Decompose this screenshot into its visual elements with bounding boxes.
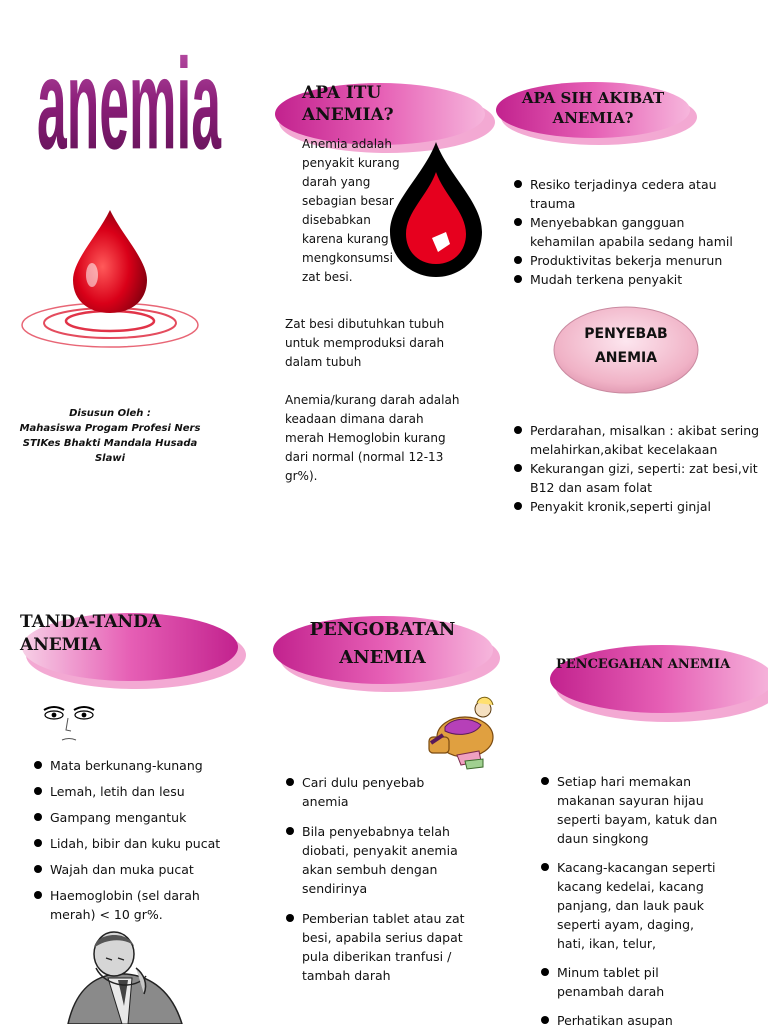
- brochure-title: [34, 28, 224, 163]
- list-item: Bila penyebabnya telah diobati, penyakit anemia akan sembuh dengan sendirinya: [285, 822, 465, 898]
- list-item: Kacang-kacangan seperti kacang kedelai, kacang panjang, dan lauk pauk seperti ayam, daging, hati, ikan, telur,: [540, 858, 725, 953]
- author-line: Mahasiswa Progam Profesi Ners: [19, 423, 201, 434]
- list-item: Wajah dan muka pucat: [33, 860, 233, 879]
- list-item: Produktivitas bekerja menurun: [513, 251, 753, 270]
- author-line: STIKes Bhakti Mandala Husada: [22, 438, 198, 449]
- blood-drop-icon: [386, 140, 486, 280]
- pencegahan-heading: PENCEGAHAN ANEMIA: [556, 657, 731, 672]
- list-item: Menyebabkan gangguan kehamilan apabila sedang hamil: [513, 213, 753, 251]
- tanda-list: [33, 756, 233, 924]
- penyebab-heading: PENYEBAB: [584, 326, 668, 342]
- face-icon: [40, 700, 100, 750]
- list-item: Setiap hari memakan makanan sayuran hijau seperti bayam, katuk dan daun singkong: [540, 772, 725, 848]
- pencegahan-list: [540, 772, 725, 1030]
- author-line: Disusun Oleh :: [69, 408, 151, 419]
- pencegahan-heading-shape: [546, 634, 768, 730]
- zat-besi-paragraph: Zat besi dibutuhkan tubuh untuk memproduksi darah dalam tubuh: [285, 317, 445, 369]
- definition-line: disebabkan: [302, 213, 371, 227]
- list-item: Gampang mengantuk: [33, 808, 233, 827]
- apa-itu-heading: ANEMIA?: [302, 105, 394, 125]
- list-item: Pemberian tablet atau zat besi, apabila serius dapat pula diberikan tranfusi / tambah darah: [285, 909, 465, 985]
- list-item: Mata berkunang-kunang: [33, 756, 233, 775]
- pengobatan-heading-shape: [270, 606, 502, 696]
- list-item: Perdarahan, misalkan : akibat sering melahirkan,akibat kecelakaan: [513, 421, 763, 459]
- definition-line: Anemia adalah: [302, 137, 393, 151]
- list-item: Resiko terjadinya cedera atau trauma: [513, 175, 753, 213]
- list-item: Minum tablet pil penambah darah: [540, 963, 687, 1001]
- list-item: Haemoglobin (sel darah merah) < 10 gr%.: [33, 886, 210, 924]
- list-item: Lidah, bibir dan kuku pucat: [33, 834, 233, 853]
- penyebab-heading: ANEMIA: [594, 350, 658, 366]
- list-item: Lemah, letih dan lesu: [33, 782, 233, 801]
- armchair-illustration: [423, 691, 503, 771]
- tired-man-illustration: [66, 928, 186, 1024]
- apa-itu-heading: APA ITU: [302, 83, 382, 103]
- penyebab-list: [513, 421, 763, 516]
- definition-line: sebagian besar: [302, 194, 394, 208]
- akibat-heading-shape: [493, 74, 701, 149]
- definition-line: darah yang: [302, 175, 371, 189]
- author-line: Slawi: [94, 453, 126, 464]
- list-item: Cari dulu penyebab anemia: [285, 773, 465, 811]
- definition-line: mengkonsumsi: [302, 251, 393, 265]
- author-block: [14, 406, 206, 466]
- blood-drop-illustration: [18, 205, 203, 355]
- list-item: Kekurangan gizi, seperti: zat besi,vit B12 dan asam folat: [513, 459, 763, 497]
- list-item: Penyakit kronik,seperti ginjal: [513, 497, 763, 516]
- list-item: Mudah terkena penyakit: [513, 270, 753, 289]
- akibat-heading: APA SIH AKIBAT: [521, 89, 665, 107]
- pengobatan-list: [285, 773, 465, 985]
- tanda-heading: ANEMIA: [20, 635, 102, 655]
- anemia-definition-paragraph: Anemia/kurang darah adalah keadaan dimana darah merah Hemoglobin kurang dari normal (normal 12-13 gr%).: [285, 393, 460, 483]
- tanda-heading-shape: [16, 603, 248, 693]
- definition-line: karena kurang: [302, 232, 389, 246]
- pengobatan-heading: ANEMIA: [339, 647, 426, 668]
- title-text: anemia: [36, 31, 222, 163]
- akibat-heading: ANEMIA?: [552, 109, 634, 127]
- tanda-heading: TANDA-TANDA: [20, 612, 162, 632]
- definition-line: penyakit kurang: [302, 156, 400, 170]
- definition-line: zat besi.: [302, 270, 353, 284]
- pengobatan-heading: PENGOBATAN: [309, 619, 456, 640]
- akibat-list: [513, 175, 753, 289]
- penyebab-heading-shape: [552, 306, 702, 396]
- list-item: Perhatikan asupan: [540, 1011, 725, 1030]
